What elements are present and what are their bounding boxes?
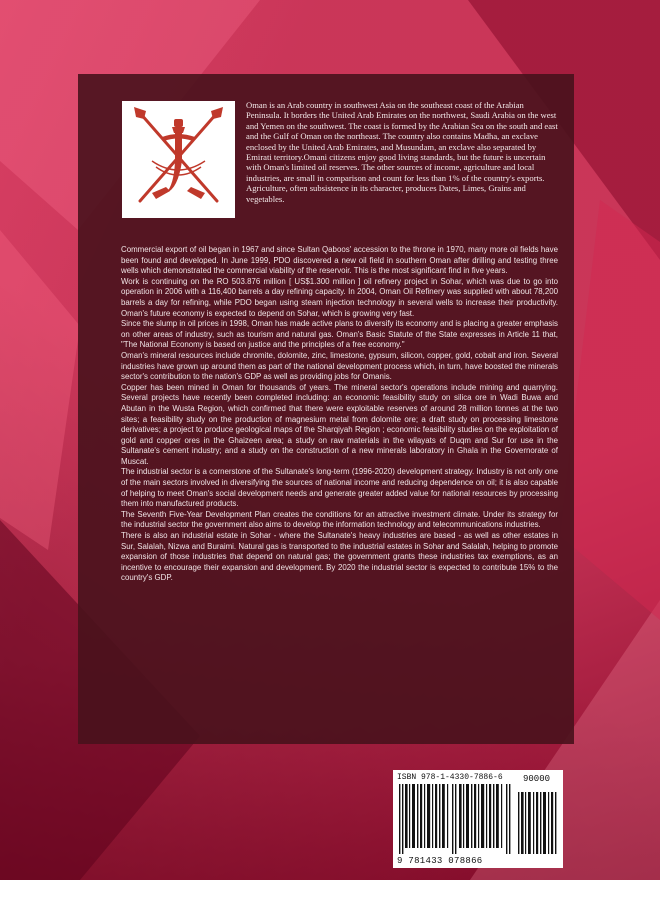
ean-barcode-bars xyxy=(397,784,513,854)
paragraph: Since the slump in oil prices in 1998, Oman has made active plans to diversify its economy and is placing a greater emphasis on other areas of industry, such as tourism and natural gas. Oman's Basic Statute of the State expresses in Article 11 that, "The National Economy is based on justice and the principles of a free economy." xyxy=(121,319,558,350)
isbn-label: ISBN 978-1-4330-7886-6 xyxy=(397,773,503,782)
paragraph: The Seventh Five-Year Development Plan creates the conditions for an attractive investment climate. Under its strategy for the industrial sector the government also aims to develop the information technology and telecommunications industries. xyxy=(121,509,558,530)
background-shard xyxy=(0,230,80,550)
emblem-frame xyxy=(122,101,235,218)
paragraph: Copper has been mined in Oman for thousands of years. The mineral sector's operations include mining and quarrying. Several projects have recently been completed including: an economic feasibility study on silica ore in Wadi Buwa and Abutan in the Wusta Region, which confirmed that there were exploitable reserves of around 28 million tonnes at the two sites; a feasibility study on the production of magnesium metal from dolomite ore; a draft study on processing limestone derivatives; a project to produce geological maps of the Sharqiyah Region ; economic feasibility studies on the exploitation of gold and copper ores in the Ghaizeen area; a study on raw materials in the wilayats of Duqm and Sur for use in the Sultanate's cement industry; and a study on the construction of a new minerals laboratory in Ghala in the Governorate of Muscat. xyxy=(121,382,558,466)
blurb-text: Oman is an Arab country in southwest Asia on the southeast coast of the Arabian Peninsula. It borders the United Arab Emirates on the northwest, Saudi Arabia on the west and Yemen on the southwest. The coast is formed by the Arabian Sea on the south and east and the Gulf of Oman on the northeast. The country also contains Madha, an exclave enclosed by the United Arab Emirates, and Musundam, an exclave also separated by Emirati territory.Omani citizens enjoy good living standards, but the future is uncertain with Oman's limited oil reserves. The other sources of income, agriculture and local industries, are small in comparison and count for less than 1% of the country's exports. Agriculture, often subsistence in its character, produces Dates, Limes, Grains and vegetables. xyxy=(246,100,558,204)
paragraph: Commercial export of oil began in 1967 and since Sultan Qaboos' accession to the throne in 1970, many more oil fields have been found and developed. In June 1999, PDO discovered a new oil field in southern Oman after drilling and testing three wells which demonstrated the commercial viability of the reservoir. This is the most significant find in five years. xyxy=(121,245,558,276)
addon-barcode-bars xyxy=(517,784,559,854)
paragraph: There is also an industrial estate in Sohar - where the Sultanate's heavy industries are based - as well as other estates in Sur, Salalah, Nizwa and Buraimi. Natural gas is transported to the industrial estates in Sohar and Salalah, helping to promote expansion of those industries that depend on natural gas; the government grants these industries tax exemptions, as an incentive to encourage their expansion and development. By 2020 the industrial sector is expected to contribute 15% to the country's GDP. xyxy=(121,531,558,583)
paragraph: Work is continuing on the RO 503.876 million [ US$1.300 million ] oil refinery project in Sohar, which was due to go into operation in 2006 with a 116,400 barrels a day refining capacity. In 2004, Oman Oil Refinery was supplied with about 78,200 barrels a day for refining, while PDO began using steam injection technology in several wells to increase their productivity. Oman's future economy is expected to depend on Sohar, which is growing very fast. xyxy=(121,276,558,318)
background-shard xyxy=(560,200,660,620)
paragraph: The industrial sector is a cornerstone of the Sultanate's long-term (1996-2020) development strategy. Industry is not only one of the main sectors involved in diversifying the sources of national income and reducing dependence on oil; it is also capable of helping to meet Oman's social development needs and generate greater added value for national resources by processing them into manufactured products. xyxy=(121,467,558,509)
barcode xyxy=(393,770,563,868)
body-text xyxy=(121,245,558,584)
oman-national-emblem-icon xyxy=(122,101,235,218)
paragraph: Oman's mineral resources include chromite, dolomite, zinc, limestone, gypsum, silicon, copper, gold, cobalt and iron. Several industries have grown up around them as part of the national development process which, in turn, have boosted the minerals sector's contribution to the nation's GDP as well as providing jobs for Omanis. xyxy=(121,350,558,382)
price-code: 90000 xyxy=(523,774,551,784)
ean-digits: 9 781433 078866 xyxy=(397,856,483,866)
